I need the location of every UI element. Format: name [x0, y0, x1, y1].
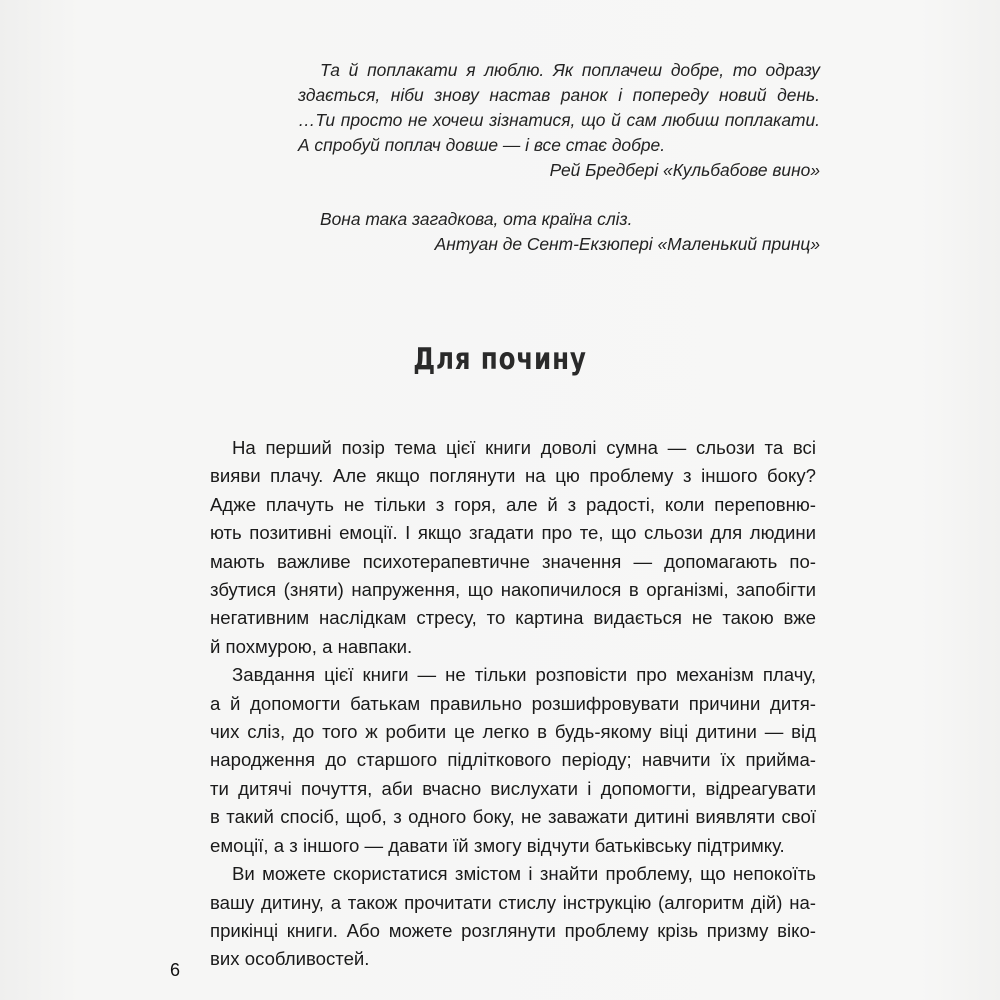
text-line: а й допомогти батькам правильно розшифровувати причини дитя- [210, 692, 816, 714]
text-line: Ви можете скористатися змістом і знайти проблему, що непокоїть [232, 863, 816, 885]
body-text [210, 434, 816, 974]
epigraph-attribution: Антуан де Сент-Екзюпері «Маленький принц» [434, 234, 820, 254]
text-line: ти дитячі почуття, аби вчасно вислухати і допомогти, відреагувати [210, 777, 816, 799]
epigraph-line: Та й поплакати я люблю. Як поплачеш добре, то одразу [320, 60, 820, 80]
paragraph [210, 661, 816, 860]
text-line: в такий спосіб, щоб, з одного боку, не заважати дитині виявляти свої [210, 806, 816, 828]
text-line: ють позитивні емоції. І якщо згадати про те, що сльози для людини [210, 522, 816, 544]
paragraph [210, 434, 816, 661]
text-line: чих сліз, до того ж робити це легко в будь-якому віці дитини — від [210, 721, 816, 743]
text-line: емоції, а з іншого — давати їй змогу відчути батьківську підтримку. [210, 834, 785, 856]
epigraph-exupery [298, 207, 820, 257]
section-title: Для почину [413, 342, 587, 377]
epigraph-line: здається, ніби знову настав ранок і попереду новий день. [298, 85, 820, 105]
text-line: прикінці книги. Або можете розглянути проблему крізь призму віко- [210, 919, 816, 941]
text-line: Адже плачуть не тільки з горя, але й з радості, коли переповню- [210, 493, 816, 515]
page-number: 6 [170, 960, 181, 980]
text-line: вашу дитину, а також прочитати стислу інструкцію (алгоритм дій) на- [210, 891, 816, 913]
text-line: На перший позір тема цієї книги доволі сумна — сльози та всі [232, 437, 816, 458]
text-line: вих особливостей. [210, 948, 370, 970]
text-line: негативним наслідкам стресу, то картина видається не такою вже [210, 607, 816, 629]
epigraph-bradbury [298, 58, 820, 183]
epigraph-line: А спробуй поплач довше — і все стає добре. [298, 135, 666, 155]
text-line: збутися (зняти) напруження, що накопичилося в організмі, запобігти [210, 579, 816, 601]
text-line: мають важливе психотерапевтичне значення — допомагають по- [210, 550, 816, 572]
epigraph-attribution: Рей Бредбері «Кульбабове вино» [549, 160, 820, 180]
paragraph [210, 860, 816, 974]
epigraph-line: …Ти просто не хочеш зізнатися, що й сам любиш поплакати. [298, 110, 820, 130]
text-line: народження до старшого підліткового періоду; навчити їх прийма- [210, 749, 816, 771]
text-line: вияви плачу. Але якщо поглянути на цю проблему з іншого боку? [210, 465, 816, 487]
epigraph-line: Вона така загадкова, ота країна сліз. [320, 209, 633, 229]
text-line: й похмурою, а навпаки. [210, 635, 413, 657]
text-line: Завдання цієї книги — не тільки розповісти про механізм плачу, [232, 664, 816, 686]
